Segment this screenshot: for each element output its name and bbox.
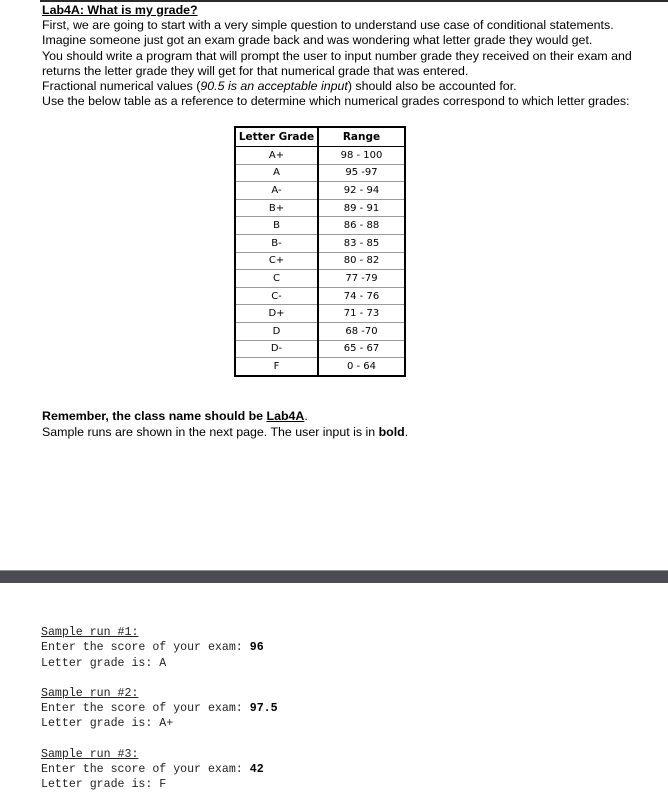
letter-grade-cell: A	[235, 164, 318, 182]
page-break	[0, 571, 668, 583]
sample-run-header: Sample run #2:	[41, 686, 139, 700]
range-cell: 65 - 67	[318, 340, 405, 358]
user-input: 97.5	[249, 702, 278, 716]
table-row	[235, 182, 405, 200]
range-cell: 0 - 64	[318, 358, 405, 376]
letter-grade-cell: C	[235, 270, 318, 288]
header-range: Range	[318, 127, 405, 147]
intro-paragraph: First, we are going to start with a very simple question to understand use case of conditional statements.	[42, 18, 614, 33]
table-row	[235, 305, 405, 323]
range-cell: 86 - 88	[318, 217, 405, 235]
table-row	[235, 270, 405, 288]
range-cell: 89 - 91	[318, 199, 405, 217]
prompt-text: Enter the score of your exam:	[41, 641, 250, 655]
range-cell: 80 - 82	[318, 252, 405, 270]
letter-grade-cell: B-	[235, 234, 318, 252]
table-row	[235, 217, 405, 235]
sample-run	[41, 625, 278, 671]
grade-table-wrapper	[234, 126, 406, 377]
range-cell: 74 - 76	[318, 287, 405, 305]
sample-run-header: Sample run #3:	[41, 747, 139, 761]
lab-title: Lab4A: What is my grade?	[42, 3, 198, 17]
letter-grade-cell: F	[235, 358, 318, 376]
range-cell: 71 - 73	[318, 305, 405, 323]
letter-grade-cell: A-	[235, 182, 318, 200]
range-cell: 92 - 94	[318, 182, 405, 200]
remember-note	[42, 408, 408, 440]
sample-note-suffix: .	[404, 425, 409, 439]
letter-grade-cell: B	[235, 217, 318, 235]
sample-note-bold: bold	[378, 425, 405, 439]
fractional-note	[42, 79, 654, 94]
class-name-note	[42, 408, 408, 424]
table-row	[235, 358, 405, 376]
sample-run-prompt	[41, 640, 278, 655]
letter-grade-cell: C+	[235, 252, 318, 270]
sample-note-prefix: Sample runs are shown in the next page. The user input is in	[42, 425, 379, 439]
fractional-example: 90.5 is an acceptable input	[200, 79, 348, 94]
table-row	[235, 340, 405, 358]
range-cell: 83 - 85	[318, 234, 405, 252]
sample-run	[41, 686, 278, 732]
class-name-prefix: Remember, the class name should be	[42, 409, 267, 423]
user-input: 96	[249, 641, 264, 655]
table-row	[235, 147, 405, 165]
sample-run	[41, 747, 278, 793]
grade-table	[234, 126, 406, 377]
table-header-row	[235, 127, 405, 147]
letter-grade-cell: A+	[235, 147, 318, 165]
letter-grade-cell: D	[235, 322, 318, 340]
sample-run-prompt	[41, 762, 278, 777]
letter-grade-cell: B+	[235, 199, 318, 217]
sample-note	[42, 424, 408, 440]
range-cell: 77 -79	[318, 270, 405, 288]
prompt-text: Enter the score of your exam:	[41, 702, 250, 716]
table-row	[235, 164, 405, 182]
range-cell: 68 -70	[318, 322, 405, 340]
table-row	[235, 199, 405, 217]
sample-run-result: Letter grade is: A	[41, 656, 167, 670]
sample-run-prompt	[41, 701, 278, 716]
scenario-paragraph: Imagine someone just got an exam grade back and was wondering what letter grade they would get.	[42, 33, 593, 48]
sample-run-result: Letter grade is: F	[41, 778, 167, 792]
lab-description	[42, 3, 654, 109]
letter-grade-cell: C-	[235, 287, 318, 305]
task-paragraph: You should write a program that will prompt the user to input number grade they received on their exam and returns the letter grade they will get for that numerical grade that was entered.	[42, 48, 632, 78]
prompt-text: Enter the score of your exam:	[41, 763, 250, 777]
grade-table-body	[235, 147, 405, 376]
table-row	[235, 287, 405, 305]
page-top-rule	[40, 0, 668, 2]
header-letter-grade: Letter Grade	[235, 127, 318, 147]
class-name: Lab4A	[266, 409, 305, 423]
sample-run-result: Letter grade is: A+	[41, 717, 174, 731]
table-row	[235, 322, 405, 340]
range-cell: 95 -97	[318, 164, 405, 182]
letter-grade-cell: D+	[235, 305, 318, 323]
fractional-prefix: Fractional numerical values (	[42, 79, 201, 94]
range-cell: 98 - 100	[318, 147, 405, 165]
sample-run-header: Sample run #1:	[41, 626, 139, 639]
table-row	[235, 234, 405, 252]
user-input: 42	[249, 763, 264, 777]
fractional-suffix: ) should also be accounted for.	[347, 79, 517, 94]
table-intro: Use the below table as a reference to determine which numerical grades correspond to which letter grades:	[42, 94, 630, 109]
sample-runs	[41, 625, 278, 808]
letter-grade-cell: D-	[235, 340, 318, 358]
class-name-suffix: .	[304, 409, 308, 423]
table-row	[235, 252, 405, 270]
